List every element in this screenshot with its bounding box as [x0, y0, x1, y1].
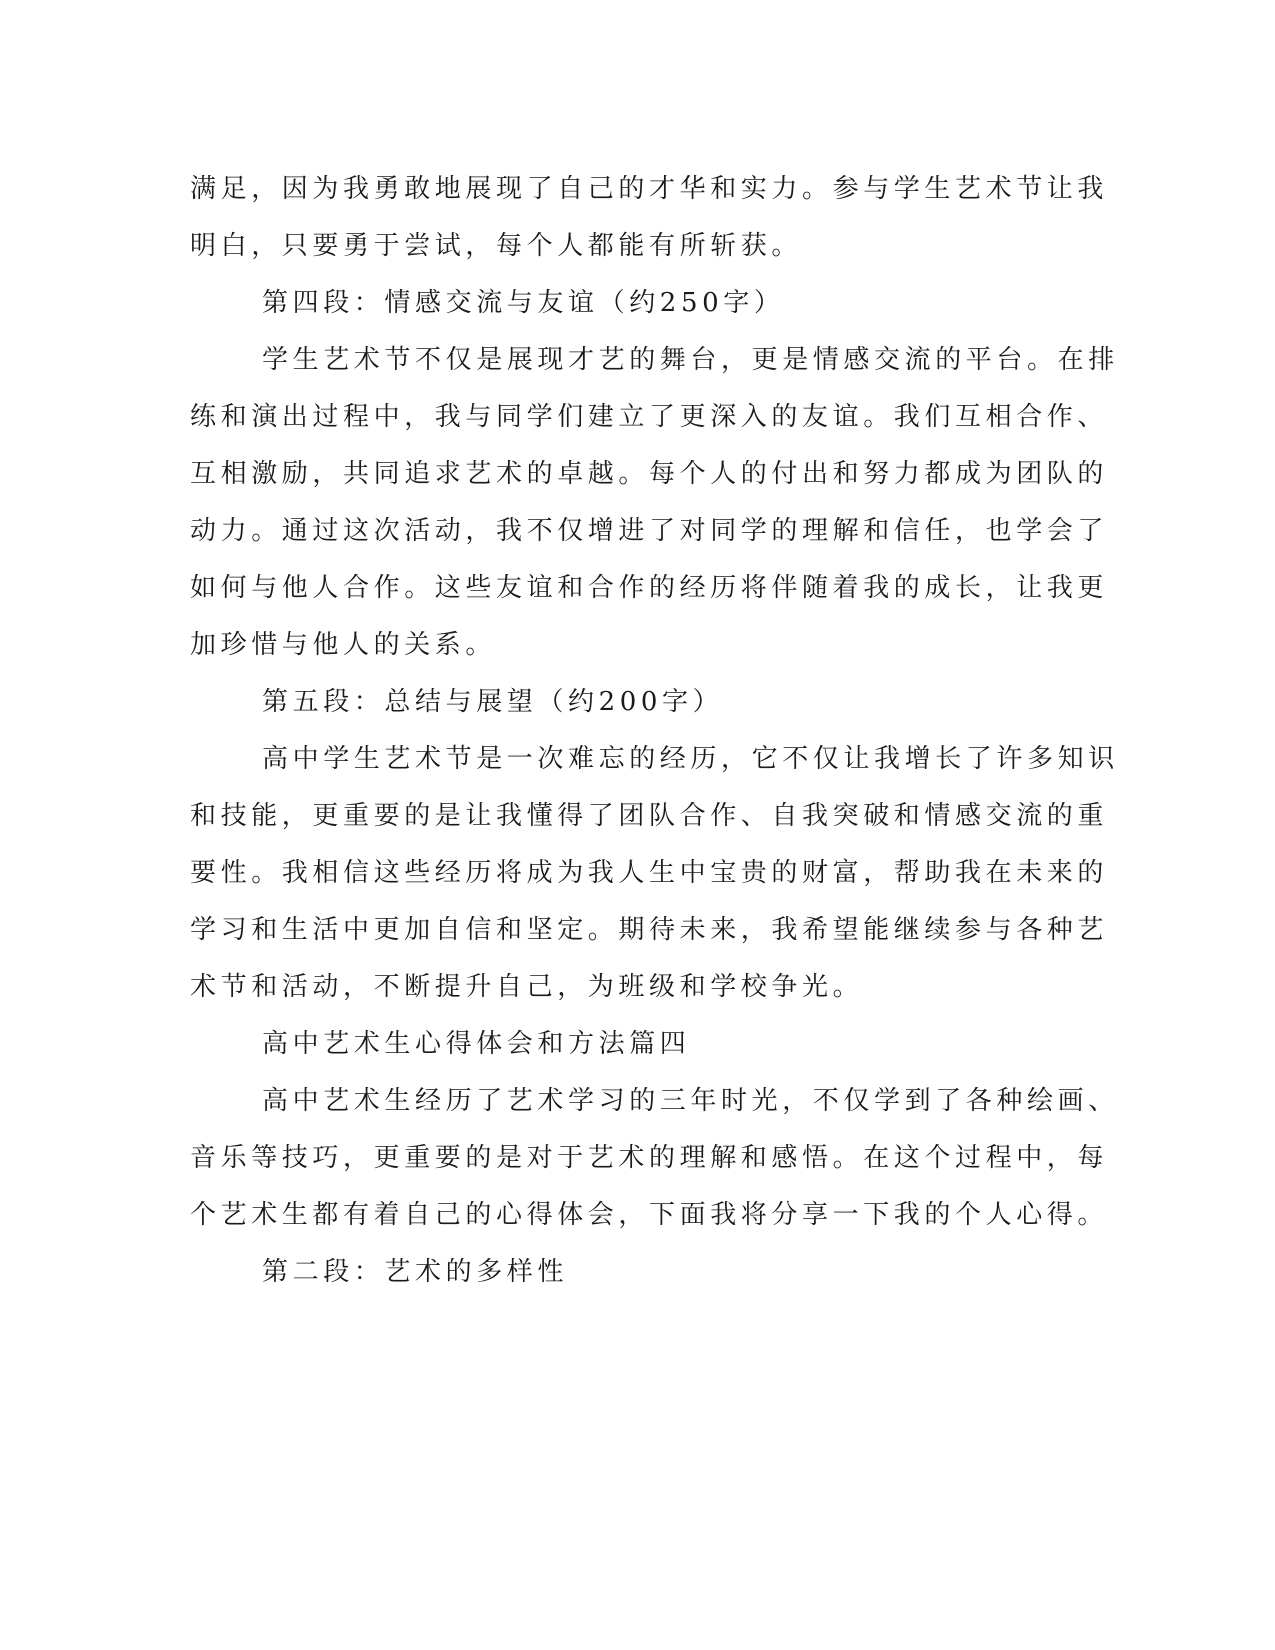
text-line: 音乐等技巧，更重要的是对于艺术的理解和感悟。在这个过程中，每 — [190, 1143, 1109, 1173]
text-line: 互相激励，共同追求艺术的卓越。每个人的付出和努力都成为团队的 — [190, 459, 1109, 489]
text-line: 满足，因为我勇敢地展现了自己的才华和实力。参与学生艺术节让我 — [190, 174, 1109, 204]
text-line: 和技能，更重要的是让我懂得了团队合作、自我突破和情感交流的重 — [190, 801, 1109, 831]
text-line: 如何与他人合作。这些友谊和合作的经历将伴随着我的成长，让我更 — [190, 573, 1109, 603]
text-line: 术节和活动，不断提升自己，为班级和学校争光。 — [190, 972, 864, 1002]
text-line: 学习和生活中更加自信和坚定。期待未来，我希望能继续参与各种艺 — [190, 915, 1109, 945]
section-heading-2: 第二段：艺术的多样性 — [262, 1257, 569, 1287]
text-line: 个艺术生都有着自己的心得体会，下面我将分享一下我的个人心得。 — [190, 1200, 1109, 1230]
text-line: 明白，只要勇于尝试，每个人都能有所斩获。 — [190, 231, 803, 261]
text-line: 练和演出过程中，我与同学们建立了更深入的友谊。我们互相合作、 — [190, 402, 1109, 432]
text-line: 高中学生艺术节是一次难忘的经历，它不仅让我增长了许多知识 — [262, 744, 1119, 774]
text-line: 要性。我相信这些经历将成为我人生中宝贵的财富，帮助我在未来的 — [190, 858, 1109, 888]
text-line: 加珍惜与他人的关系。 — [190, 630, 497, 660]
text-line: 高中艺术生经历了艺术学习的三年时光，不仅学到了各种绘画、 — [262, 1086, 1119, 1116]
section-heading-4: 第四段：情感交流与友谊（约250字） — [262, 288, 785, 318]
article-title: 高中艺术生心得体会和方法篇四 — [262, 1029, 691, 1059]
text-line: 学生艺术节不仅是展现才艺的舞台，更是情感交流的平台。在排 — [262, 345, 1119, 375]
section-heading-5: 第五段：总结与展望（约200字） — [262, 687, 724, 717]
text-line: 动力。通过这次活动，我不仅增进了对同学的理解和信任，也学会了 — [190, 516, 1109, 546]
